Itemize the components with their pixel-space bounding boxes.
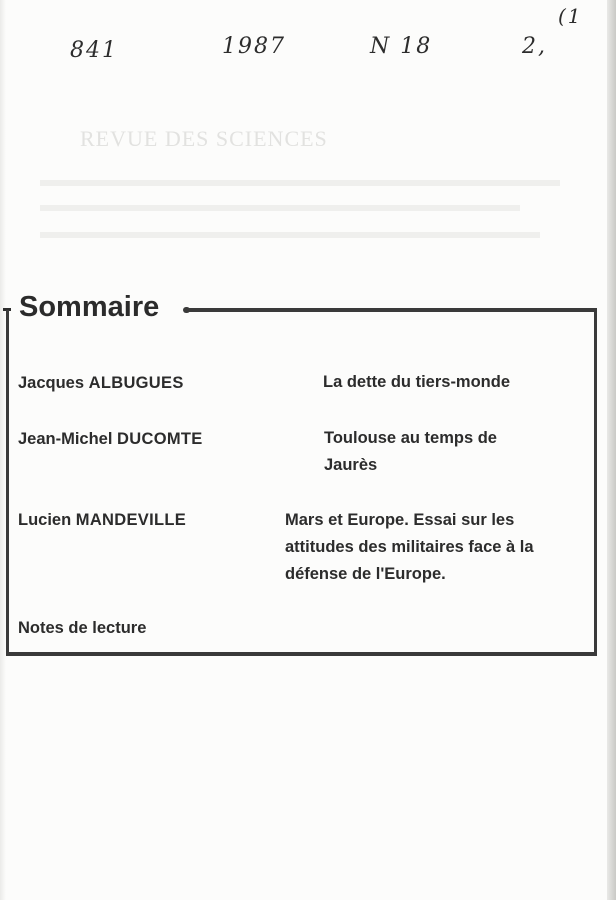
author-first-name: Jacques (18, 374, 85, 392)
handwritten-corner-mark: (1 (558, 4, 583, 28)
notes-de-lecture: Notes de lecture (18, 619, 147, 637)
show-through-text: REVUE DES SCIENCES (80, 126, 328, 151)
handwritten-ref-number: 841 (70, 38, 118, 63)
page-title: Sommaire (19, 291, 160, 323)
author-last-name: ALBUGUES (88, 374, 184, 392)
entry-title-line: attitudes des militaires face à la (285, 538, 534, 556)
page-binding-edge (607, 0, 616, 900)
entry-title (324, 425, 497, 479)
contents-box (6, 310, 597, 656)
entry-title-line: Toulouse au temps de (324, 429, 497, 447)
author-last-name: DUCOMTE (117, 430, 203, 448)
entry-title (323, 369, 510, 396)
entry-title-line: Mars et Europe. Essai sur les (285, 511, 515, 529)
handwritten-volume: 2, (522, 34, 547, 59)
author-first-name: Jean-Michel (18, 430, 113, 448)
entry-title-line: défense de l'Europe. (285, 565, 446, 583)
entry-title (285, 507, 534, 588)
entry-title-line: Jaurès (324, 456, 378, 474)
entry-author (18, 370, 184, 397)
author-last-name: MANDEVILLE (75, 511, 187, 529)
show-through-line (40, 232, 540, 238)
entry-author (18, 426, 203, 453)
entry-title-line: La dette du tiers-monde (323, 373, 511, 391)
show-through-line (40, 180, 560, 186)
author-first-name: Lucien (18, 511, 72, 529)
show-through-line (40, 205, 520, 211)
handwritten-year: 1987 (222, 34, 286, 59)
entry-author (18, 507, 186, 534)
handwritten-issue: N 18 (370, 34, 433, 59)
